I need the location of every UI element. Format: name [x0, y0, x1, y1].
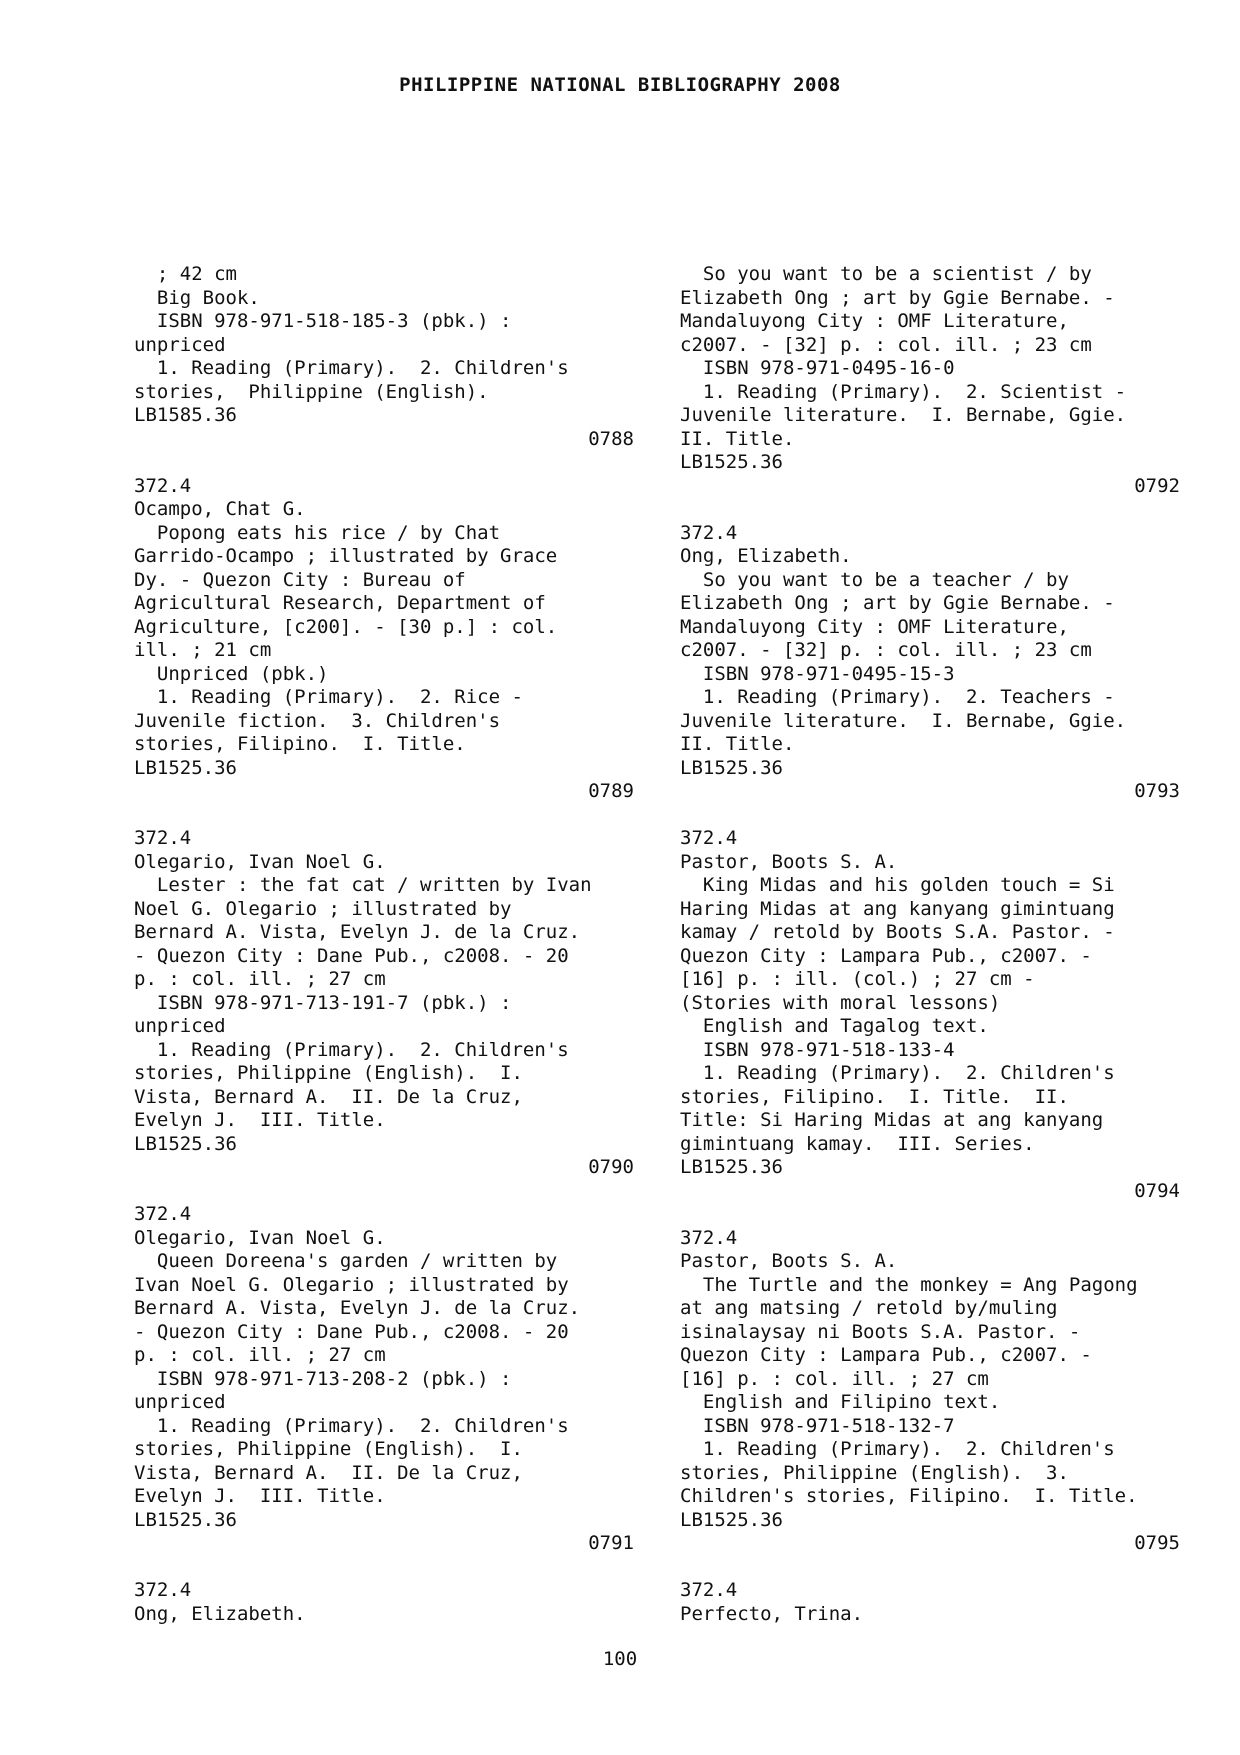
blank-line	[680, 804, 1180, 828]
entry-line: Vista, Bernard A. II. De la Cruz,	[134, 1085, 523, 1108]
blank-line	[134, 1556, 634, 1580]
blank-line	[680, 498, 1180, 522]
entry-line: LB1585.36	[134, 404, 237, 426]
entry-line: Ocampo, Chat G.	[134, 498, 306, 520]
entry-number: 0790	[588, 1156, 634, 1178]
entry-line: ISBN 978-971-518-133-4	[680, 1038, 955, 1061]
blank-line	[134, 1180, 634, 1204]
entry-line: LB1525.36	[134, 1132, 237, 1155]
entry-line: Ivan Noel G. Olegario ; illustrated by	[134, 1273, 569, 1296]
entry-line: Elizabeth Ong ; art by Ggie Bernabe. -	[680, 286, 1115, 309]
entry-line: Mandaluyong City : OMF Literature,	[680, 615, 1069, 638]
entry-line: 1. Reading (Primary). 2. Children's	[680, 1438, 1115, 1460]
entry-line: unpriced	[134, 333, 226, 356]
entry-line: Agricultural Research, Department of	[134, 592, 546, 614]
entry-line: ; 42 cm	[134, 263, 237, 285]
entry-line: LB1525.36	[134, 756, 237, 779]
entry-line: Quezon City : Lampara Pub., c2007. -	[680, 944, 1092, 967]
entry-line: LB1525.36	[680, 1156, 783, 1178]
entry-line: Evelyn J. III. Title.	[134, 1485, 386, 1507]
entry-line: stories, Philippine (English). I.	[134, 1062, 523, 1084]
entry-line: stories, Philippine (English).	[134, 380, 489, 403]
entry-line: Evelyn J. III. Title.	[134, 1109, 386, 1131]
entry-line: 372.4	[134, 1203, 192, 1225]
entry-line: 1. Reading (Primary). 2. Rice -	[134, 686, 523, 708]
entry-line: stories, Philippine (English). 3.	[680, 1461, 1069, 1484]
entry-line: ISBN 978-971-0495-15-3	[680, 662, 955, 685]
entry-line: ISBN 978-971-713-208-2 (pbk.) :	[134, 1367, 512, 1390]
entry-line: 1. Reading (Primary). 2. Children's	[134, 357, 569, 379]
entry-line: Ong, Elizabeth.	[134, 1602, 306, 1625]
entry-line: 372.4	[680, 1226, 738, 1249]
entry-line: Dy. - Quezon City : Bureau of	[134, 568, 466, 591]
entry-line: II. Title.	[680, 427, 795, 450]
entry-line: Juvenile literature. I. Bernabe, Ggie.	[680, 709, 1127, 732]
entry-line: King Midas and his golden touch = Si	[680, 874, 1115, 896]
entry-line: p. : col. ill. ; 27 cm	[134, 1344, 386, 1366]
entry-number: 0788	[588, 427, 634, 450]
entry-line: isinalaysay ni Boots S.A. Pastor. -	[680, 1320, 1081, 1343]
entry-line: c2007. - [32] p. : col. ill. ; 23 cm	[680, 639, 1092, 661]
entry-line: So you want to be a teacher / by	[680, 568, 1069, 591]
entry-line: 372.4	[680, 521, 738, 544]
entry-line: 1. Reading (Primary). 2. Teachers -	[680, 686, 1115, 708]
entry-number: 0791	[588, 1532, 634, 1554]
page-number: 100	[602, 1648, 638, 1670]
entry-line: stories, Filipino. I. Title.	[134, 733, 466, 755]
entry-line: Pastor, Boots S. A.	[680, 850, 898, 873]
entry-line: Mandaluyong City : OMF Literature,	[680, 310, 1069, 332]
blank-line	[134, 451, 634, 475]
left-column	[134, 263, 634, 1626]
entry-line: Bernard A. Vista, Evelyn J. de la Cruz.	[134, 921, 581, 943]
entry-line: c2007. - [32] p. : col. ill. ; 23 cm	[680, 333, 1092, 356]
entry-line: unpriced	[134, 1391, 226, 1413]
entry-line: Unpriced (pbk.)	[134, 662, 329, 685]
entry-line: (Stories with moral lessons)	[680, 991, 1001, 1014]
entry-line: [16] p. : col. ill. ; 27 cm	[680, 1367, 989, 1390]
entry-line: LB1525.36	[680, 1508, 783, 1531]
entry-line: 1. Reading (Primary). 2. Children's	[680, 1062, 1115, 1084]
entry-line: Bernard A. Vista, Evelyn J. de la Cruz.	[134, 1297, 581, 1319]
entry-line: Lester : the fat cat / written by Ivan	[134, 874, 592, 896]
entry-line: Agriculture, [c200]. - [30 p.] : col.	[134, 615, 558, 638]
entry-line: 372.4	[134, 1579, 192, 1601]
entry-line: II. Title.	[680, 733, 795, 755]
blank-line	[680, 1203, 1180, 1227]
entry-line: at ang matsing / retold by/muling	[680, 1297, 1058, 1319]
entry-line: LB1525.36	[680, 451, 783, 473]
entry-line: Juvenile fiction. 3. Children's	[134, 709, 501, 732]
entry-line: Pastor, Boots S. A.	[680, 1250, 898, 1272]
entry-line: 372.4	[134, 827, 192, 849]
entry-line: Quezon City : Lampara Pub., c2007. -	[680, 1344, 1092, 1366]
entry-line: Olegario, Ivan Noel G.	[134, 850, 386, 873]
entry-number: 0789	[588, 780, 634, 802]
right-column	[680, 263, 1180, 1626]
entry-line: 1. Reading (Primary). 2. Scientist -	[680, 380, 1127, 403]
entry-line: Perfecto, Trina.	[680, 1602, 864, 1625]
entry-line: ISBN 978-971-518-185-3 (pbk.) :	[134, 310, 512, 332]
entry-line: English and Filipino text.	[680, 1391, 1001, 1413]
entry-line: Haring Midas at ang kanyang gimintuang	[680, 897, 1115, 920]
entry-line: LB1525.36	[134, 1508, 237, 1531]
entry-line: ISBN 978-971-518-132-7	[680, 1414, 955, 1437]
entry-line: 372.4	[680, 1579, 738, 1601]
entry-line: Olegario, Ivan Noel G.	[134, 1226, 386, 1249]
entry-line: Ong, Elizabeth.	[680, 545, 852, 567]
entry-line: Juvenile literature. I. Bernabe, Ggie.	[680, 404, 1127, 426]
entry-line: kamay / retold by Boots S.A. Pastor. -	[680, 921, 1115, 943]
entry-line: 372.4	[134, 474, 192, 497]
entry-number: 0794	[1134, 1179, 1180, 1202]
entry-line: unpriced	[134, 1015, 226, 1037]
entry-number: 0793	[1134, 780, 1180, 802]
entry-line: 1. Reading (Primary). 2. Children's	[134, 1414, 569, 1437]
entry-line: gimintuang kamay. III. Series.	[680, 1132, 1035, 1155]
entry-line: p. : col. ill. ; 27 cm	[134, 968, 386, 990]
entry-line: [16] p. : ill. (col.) ; 27 cm -	[680, 968, 1035, 990]
entry-line: stories, Filipino. I. Title. II.	[680, 1085, 1069, 1108]
entry-line: Children's stories, Filipino. I. Title.	[680, 1485, 1138, 1507]
entry-line: 1. Reading (Primary). 2. Children's	[134, 1038, 569, 1061]
entry-line: Elizabeth Ong ; art by Ggie Bernabe. -	[680, 592, 1115, 614]
entry-line: - Quezon City : Dane Pub., c2008. - 20	[134, 1320, 569, 1343]
entry-line: - Quezon City : Dane Pub., c2008. - 20	[134, 944, 569, 967]
entry-line: So you want to be a scientist / by	[680, 263, 1092, 285]
entry-line: The Turtle and the monkey = Ang Pagong	[680, 1273, 1138, 1296]
entry-line: ISBN 978-971-713-191-7 (pbk.) :	[134, 991, 512, 1014]
page-title: PHILIPPINE NATIONAL BIBLIOGRAPHY 2008	[399, 74, 841, 96]
entry-line: Garrido-Ocampo ; illustrated by Grace	[134, 545, 558, 567]
entry-line: Noel G. Olegario ; illustrated by	[134, 897, 512, 920]
entry-line: Vista, Bernard A. II. De la Cruz,	[134, 1461, 523, 1484]
entry-line: Big Book.	[134, 286, 260, 309]
blank-line	[134, 804, 634, 828]
entry-line: English and Tagalog text.	[680, 1015, 989, 1037]
entry-line: Popong eats his rice / by Chat	[134, 521, 501, 544]
entry-line: stories, Philippine (English). I.	[134, 1438, 523, 1460]
entry-line: 372.4	[680, 827, 738, 849]
entry-number: 0792	[1134, 474, 1180, 497]
entry-number: 0795	[1134, 1532, 1180, 1554]
entry-line: LB1525.36	[680, 756, 783, 779]
blank-line	[680, 1556, 1180, 1580]
entry-line: ill. ; 21 cm	[134, 639, 272, 661]
entry-line: Queen Doreena's garden / written by	[134, 1250, 558, 1272]
entry-line: Title: Si Haring Midas at ang kanyang	[680, 1109, 1104, 1131]
entry-line: ISBN 978-971-0495-16-0	[680, 357, 955, 379]
